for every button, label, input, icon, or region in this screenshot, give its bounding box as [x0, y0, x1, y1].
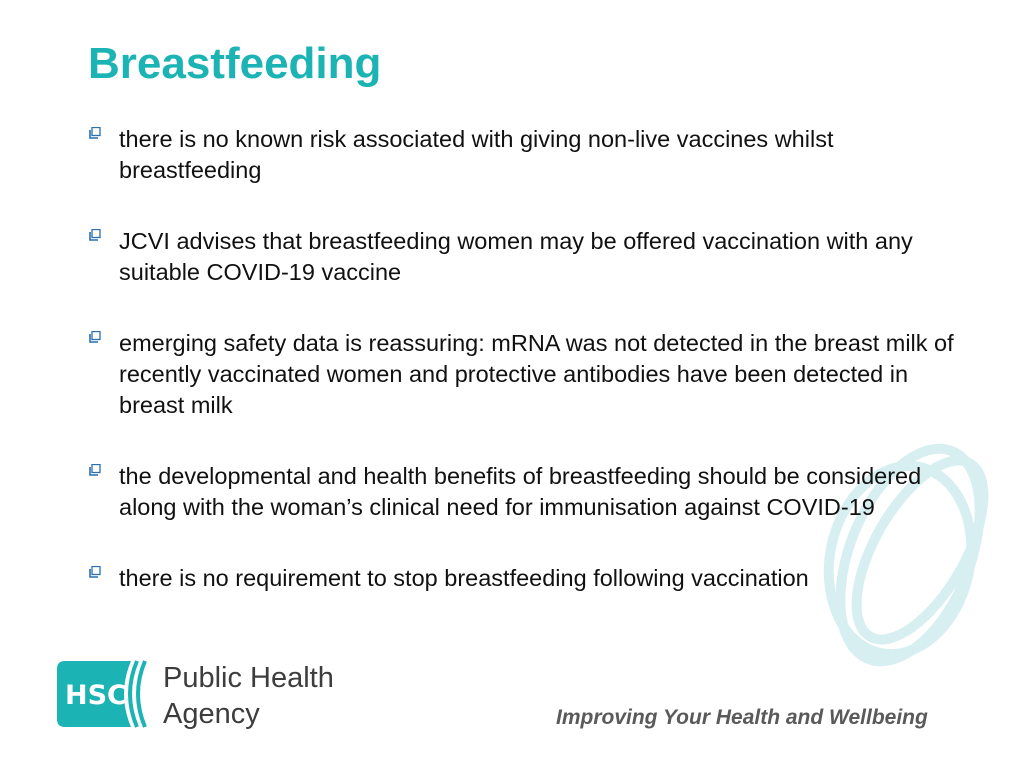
bullet-item	[88, 461, 968, 523]
hollow-square-bullet-icon	[89, 464, 101, 476]
bullet-item	[88, 563, 968, 594]
organisation-name	[163, 660, 334, 732]
slide-title: Breastfeeding	[88, 39, 382, 88]
bullet-text: the developmental and health benefits of breastfeeding should be considered along with the woman’s clinical need for immunisation against COVID-19	[119, 463, 922, 520]
bullet-item	[88, 124, 968, 186]
bullet-item	[88, 226, 968, 288]
bullet-text: there is no requirement to stop breastfeeding following vaccination	[119, 565, 809, 591]
hsc-logo-icon	[55, 659, 155, 729]
hollow-square-bullet-icon	[89, 127, 101, 139]
organisation-name-line-1: Public Health	[163, 662, 334, 694]
bullet-item	[88, 328, 968, 421]
logo-mark-text: HSC	[65, 680, 127, 711]
hollow-square-bullet-icon	[89, 331, 101, 343]
bullet-text: emerging safety data is reassuring: mRNA was not detected in the breast milk of recently vaccinated women and protective antibodies have been detected in breast milk	[119, 330, 954, 418]
bullet-text: JCVI advises that breastfeeding women may be offered vaccination with any suitable COVID-19 vaccine	[119, 228, 913, 285]
hollow-square-bullet-icon	[89, 229, 101, 241]
bullet-list	[88, 124, 968, 594]
tagline: Improving Your Health and Wellbeing	[556, 706, 928, 729]
bullet-text: there is no known risk associated with giving non-live vaccines whilst breastfeeding	[119, 126, 834, 183]
organisation-name-line-2: Agency	[163, 698, 260, 730]
hollow-square-bullet-icon	[89, 566, 101, 578]
